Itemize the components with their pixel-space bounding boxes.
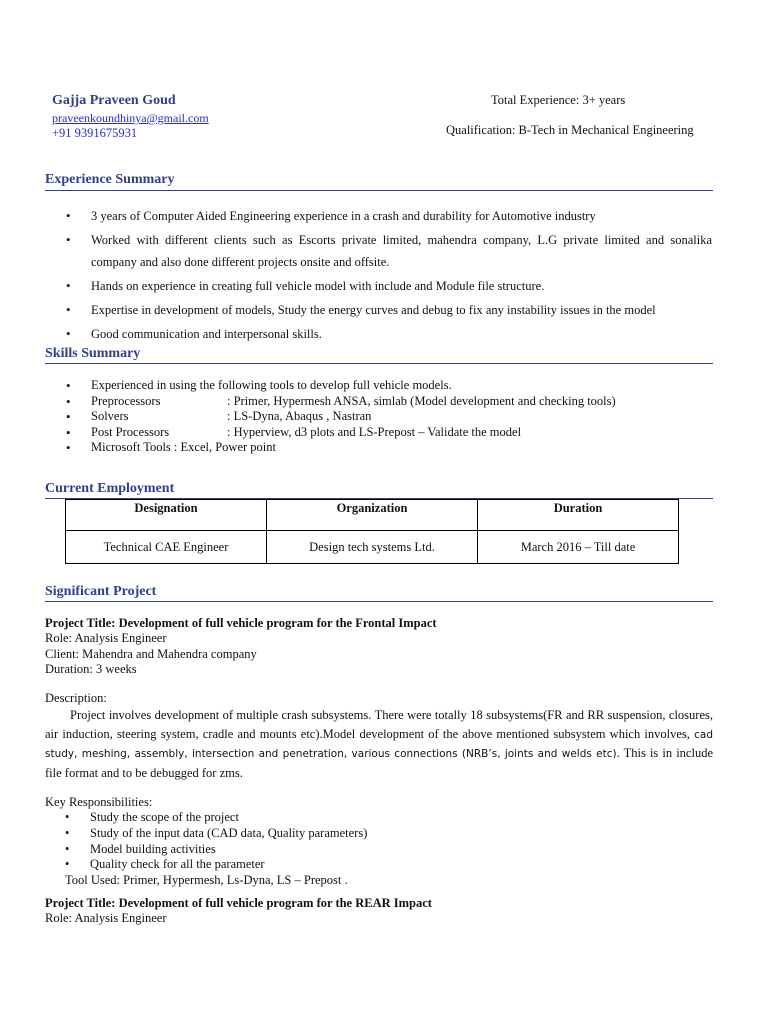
list-item: • 3 years of Computer Aided Engineering experience in a crash and durability for Automotive industry <box>66 205 712 227</box>
table-row <box>66 531 679 564</box>
experience-summary-list <box>66 205 712 347</box>
project-rear-impact <box>45 896 713 927</box>
current-employment-heading: Current Employment <box>45 481 175 496</box>
list-item <box>66 394 712 410</box>
responsibilities-label: Key Responsibilities: <box>45 795 153 810</box>
skills-summary-list <box>66 378 712 456</box>
description-text: Project involves development of multiple crash subsystems. There were totally 18 subsystems(FR and RR suspension, closures, air induction, steering system, cradle and mounts etc).Model development of the above mentioned subsystem which involves, <box>45 708 713 741</box>
project-frontal-impact <box>45 616 713 888</box>
section-divider <box>45 363 713 364</box>
section-divider <box>45 190 713 191</box>
list-item: • Microsoft Tools : Excel, Power point <box>66 440 712 456</box>
tools-used: Tool Used: Primer, Hypermesh, Ls-Dyna, LS – Prepost . <box>65 872 348 887</box>
skills-summary-heading: Skills Summary <box>45 346 141 361</box>
list-item: • Experienced in using the following tools to develop full vehicle models. <box>66 378 712 394</box>
column-header: Designation <box>66 500 267 531</box>
table-cell: Design tech systems Ltd. <box>267 531 478 564</box>
list-item: • Model building activities <box>45 842 713 858</box>
experience-summary-heading: Experience Summary <box>45 172 175 187</box>
project-client: Client: Mahendra and Mahendra company <box>45 646 257 661</box>
project-title: Project Title: Development of full vehicle program for the Frontal Impact <box>45 616 437 630</box>
email-link[interactable]: praveenkoundhinya@gmail.com <box>52 111 209 125</box>
section-divider <box>45 601 713 602</box>
table-cell: Technical CAE Engineer <box>66 531 267 564</box>
list-item <box>66 425 712 441</box>
list-item: • Good communication and interpersonal skills. <box>66 323 712 345</box>
list-item: • Study of the input data (CAD data, Quality parameters) <box>45 826 713 842</box>
project-role: Role: Analysis Engineer <box>45 911 167 926</box>
significant-project-heading: Significant Project <box>45 584 157 599</box>
column-header: Duration <box>478 500 679 531</box>
description-text: . This is in include file format and to be debugged for zms. <box>45 746 714 780</box>
project-description <box>45 706 713 782</box>
responsibilities-list <box>45 810 713 872</box>
qualification: Qualification: B-Tech in Mechanical Engineering <box>446 123 694 137</box>
total-experience: Total Experience: 3+ years <box>491 93 626 107</box>
table-header-row <box>66 500 679 531</box>
skill-label: Preprocessors <box>91 393 161 408</box>
skill-label: Post Processors <box>91 424 170 439</box>
candidate-name: Gajja Praveen Goud <box>52 93 176 108</box>
project-duration: Duration: 3 weeks <box>45 662 137 677</box>
skill-label: Solvers <box>91 409 129 423</box>
list-item: • Expertise in development of models, Study the energy curves and debug to fix any instability issues in the model <box>66 299 712 321</box>
project-role: Role: Analysis Engineer <box>45 631 167 646</box>
list-item <box>66 409 712 425</box>
description-highlight: cad study, meshing, assembly, intersection and penetration, various connections (NRB’s, joints and welds etc) <box>45 728 713 761</box>
column-header: Organization <box>267 500 478 531</box>
table-cell: March 2016 – Till date <box>478 531 679 564</box>
skill-value: : Primer, Hypermesh ANSA, simlab (Model development and checking tools) <box>227 393 616 408</box>
description-label: Description: <box>45 690 107 705</box>
skill-value: : LS-Dyna, Abaqus , Nastran <box>227 409 372 423</box>
list-item: • Hands on experience in creating full vehicle model with include and Module file structure. <box>66 275 712 297</box>
list-item: • Study the scope of the project <box>45 810 713 826</box>
list-item: • Quality check for all the parameter <box>45 857 713 873</box>
skill-value: : Hyperview, d3 plots and LS-Prepost – Validate the model <box>227 424 522 439</box>
project-title: Project Title: Development of full vehicle program for the REAR Impact <box>45 896 432 910</box>
phone-number: +91 9391675931 <box>52 126 138 140</box>
list-item: • Worked with different clients such as Escorts private limited, mahendra company, L.G private limited and sonalika company and also done different projects onsite and offsite. <box>66 229 712 273</box>
employment-table <box>65 499 679 564</box>
